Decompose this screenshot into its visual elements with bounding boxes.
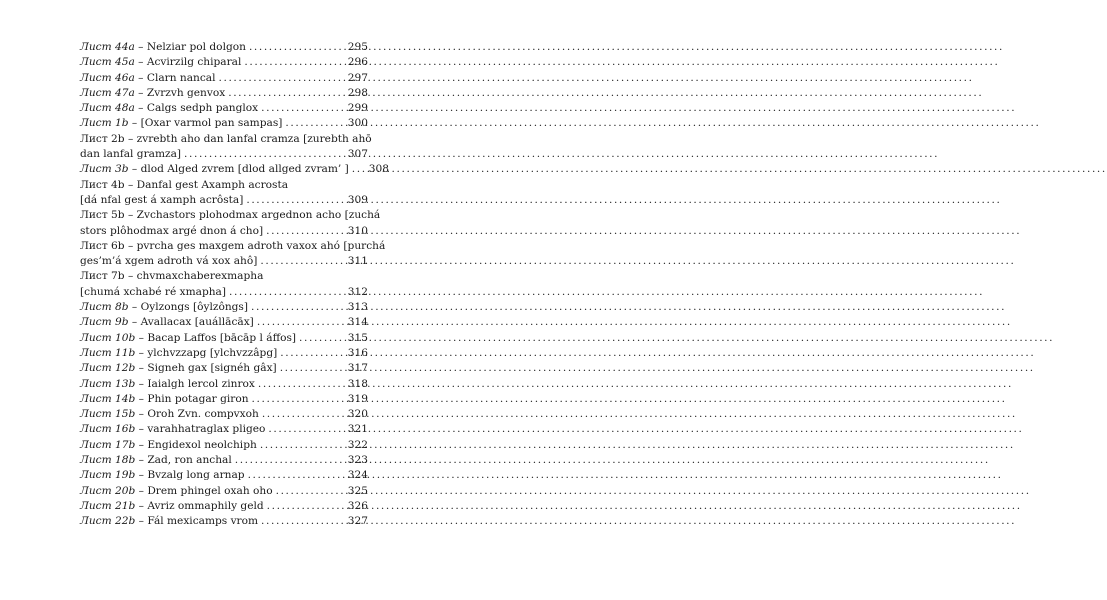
page-number: 327 bbox=[347, 515, 368, 528]
toc-entry-last-line bbox=[80, 331, 368, 346]
page-number: 326 bbox=[347, 499, 368, 512]
dot-leader bbox=[280, 361, 345, 376]
dot-leader bbox=[267, 499, 345, 514]
toc-entry bbox=[80, 239, 386, 270]
toc-entry-last-line bbox=[80, 116, 368, 131]
toc-entry-title: Лист 47а – Zvrzvh genvox bbox=[80, 86, 226, 99]
toc-entry-title-line: Лист 6b – pvrcha ges maxgem adroth vaxox ahó [purchá bbox=[80, 239, 386, 252]
toc-entry bbox=[80, 438, 368, 453]
toc-entry-title-line: Лист 7b – chvmaxchaberexmapha bbox=[80, 270, 264, 283]
sheet-label: Лист 5b bbox=[80, 209, 125, 222]
sheet-label: Лист 14b bbox=[80, 392, 136, 405]
page-number: 318 bbox=[347, 377, 368, 390]
page-number: 295 bbox=[347, 41, 368, 53]
toc-entry bbox=[80, 407, 368, 422]
toc-entry-last-line bbox=[80, 147, 368, 162]
toc-entry-last-line bbox=[80, 346, 368, 361]
dot-leader bbox=[268, 422, 344, 437]
toc-entry-title: Лист 13b – Iaialgh lercol zinrox bbox=[80, 377, 255, 390]
toc-entry-title: Лист 44а – Nelziar pol dolgon bbox=[80, 41, 246, 53]
toc-entry-title: Лист 16b – varahhatraglax pligeo bbox=[80, 423, 266, 436]
toc-entry-last-line bbox=[80, 377, 368, 392]
toc-entry-title: stors plôhodmax argé dnon á cho] bbox=[80, 224, 264, 237]
page-number: 312 bbox=[347, 285, 368, 298]
table-of-contents bbox=[80, 40, 390, 530]
toc-entry bbox=[80, 269, 368, 300]
page-number: 324 bbox=[347, 469, 368, 482]
toc-entry bbox=[80, 499, 368, 514]
sheet-label: Лист 16b bbox=[80, 423, 136, 436]
dot-leader bbox=[299, 331, 345, 346]
sheet-label: Лист 8b bbox=[80, 301, 129, 314]
sheet-label: Лист 3b bbox=[80, 163, 129, 176]
toc-entry bbox=[80, 55, 368, 70]
dot-leader bbox=[251, 300, 345, 315]
page-number: 298 bbox=[347, 86, 368, 99]
toc-entry-last-line bbox=[80, 468, 368, 483]
page-number: 314 bbox=[347, 316, 368, 329]
toc-entry bbox=[80, 178, 368, 209]
sheet-label: Лист 19b bbox=[80, 469, 136, 482]
toc-entry-title: Лист 48а – Calgs sedph panglox bbox=[80, 102, 259, 115]
toc-entry-last-line bbox=[80, 392, 368, 407]
toc-entry-title-line: Лист 4b – Danfal gest Axamph acrosta bbox=[80, 178, 289, 191]
toc-entry-last-line bbox=[80, 193, 368, 208]
sheet-label: Лист 1b bbox=[80, 117, 129, 130]
toc-entry-last-line bbox=[80, 407, 368, 422]
sheet-label: Лист 10b bbox=[80, 331, 136, 344]
toc-entry-title: Лист 22b – Fál mexicamps vrom bbox=[80, 515, 259, 528]
toc-entry-title: Лист 15b – Oroh Zvn. compvxoh bbox=[80, 408, 259, 421]
toc-entry-last-line bbox=[80, 86, 368, 101]
page-number: 310 bbox=[347, 224, 368, 237]
sheet-label: Лист 46а bbox=[80, 71, 135, 84]
toc-entry bbox=[80, 116, 368, 131]
toc-entry bbox=[80, 86, 368, 101]
dot-leader bbox=[260, 254, 344, 269]
toc-entry-title: Лист 8b – Oylzongs [ôylzôngs] bbox=[80, 301, 249, 314]
dot-leader bbox=[257, 315, 345, 330]
dot-leader bbox=[285, 116, 344, 131]
toc-entry-last-line bbox=[80, 285, 368, 300]
toc-entry-title: Лист 10b – Bacap Laffos [bācāp l áffos] bbox=[80, 331, 297, 344]
sheet-label: Лист 22b bbox=[80, 515, 136, 528]
sheet-label: Лист 13b bbox=[80, 377, 136, 390]
toc-entry-last-line bbox=[80, 55, 368, 70]
page-number: 300 bbox=[347, 117, 368, 130]
dot-leader bbox=[249, 40, 345, 55]
toc-entry-last-line bbox=[80, 71, 368, 86]
page-number: 307 bbox=[347, 148, 368, 161]
toc-entry-last-line bbox=[80, 315, 368, 330]
toc-entry-title: [dá nfal gest á xamph acrôsta] bbox=[80, 193, 244, 206]
toc-entry bbox=[80, 132, 372, 163]
sheet-label: Лист 4b bbox=[80, 178, 125, 191]
dot-leader bbox=[244, 55, 344, 70]
toc-entry bbox=[80, 392, 368, 407]
toc-entry bbox=[80, 346, 368, 361]
toc-entry-title: dan lanfal gramza] bbox=[80, 148, 182, 161]
sheet-label: Лист 44а bbox=[80, 41, 135, 53]
sheet-label: Лист 45а bbox=[80, 56, 135, 69]
toc-entry bbox=[80, 484, 368, 499]
sheet-label: Лист 6b bbox=[80, 239, 125, 252]
toc-entry-title: Лист 3b – dlod Alged zvrem [dlod allged zvram’ ] bbox=[80, 163, 349, 176]
dot-leader bbox=[280, 346, 345, 361]
toc-entry-title: Лист 19b – Bvzalg long arnap bbox=[80, 469, 245, 482]
toc-entry-title: Лист 18b – Zad, ron anchal bbox=[80, 454, 232, 467]
toc-entry-last-line bbox=[80, 422, 368, 437]
toc-entry-last-line bbox=[80, 101, 368, 116]
toc-entry-last-line bbox=[80, 514, 368, 529]
toc-entry-last-line bbox=[80, 162, 390, 177]
dot-leader bbox=[228, 86, 345, 101]
toc-entry bbox=[80, 514, 368, 529]
sheet-label: Лист 17b bbox=[80, 438, 136, 451]
sheet-label: Лист 15b bbox=[80, 408, 136, 421]
dot-leader bbox=[261, 101, 345, 116]
dot-leader bbox=[246, 193, 344, 208]
dot-leader bbox=[262, 407, 345, 422]
page-number: 319 bbox=[347, 392, 368, 405]
page-number: 320 bbox=[347, 408, 368, 421]
toc-entry bbox=[80, 71, 368, 86]
toc-entry-title: ges’m’á xgem adroth vá xox ahô] bbox=[80, 255, 258, 268]
toc-entry-title: Лист 46а – Clarn nancal bbox=[80, 71, 216, 84]
sheet-label: Лист 7b bbox=[80, 270, 125, 283]
toc-entry-last-line bbox=[80, 438, 368, 453]
toc-entry-last-line bbox=[80, 224, 368, 239]
toc-entry-title-line: Лист 2b – zvrebth aho dan lanfal cramza [zurebth ahō bbox=[80, 132, 372, 145]
toc-entry-title: Лист 1b – [Oxar varmol pan sampas] bbox=[80, 117, 283, 130]
toc-entry-title-line: Лист 5b – Zvchastors plohodmax argednon acho [zuchá bbox=[80, 209, 381, 222]
toc-entry-title: [chumá xchabé ré xmapha] bbox=[80, 285, 226, 298]
page-number: 308 bbox=[368, 163, 390, 176]
dot-leader bbox=[276, 484, 345, 499]
document-page bbox=[0, 0, 422, 600]
sheet-label: Лист 47а bbox=[80, 86, 135, 99]
toc-entry-last-line bbox=[80, 40, 368, 55]
sheet-label: Лист 20b bbox=[80, 484, 136, 497]
toc-entry bbox=[80, 300, 368, 315]
dot-leader bbox=[252, 392, 345, 407]
toc-entry bbox=[80, 331, 368, 346]
toc-entry-last-line bbox=[80, 453, 368, 468]
toc-entry bbox=[80, 468, 368, 483]
page-number: 316 bbox=[347, 346, 368, 359]
toc-entry bbox=[80, 162, 390, 177]
dot-leader bbox=[184, 147, 345, 162]
toc-entry-title: Лист 12b – Signeh gax [signéh gâx] bbox=[80, 362, 277, 375]
page-number: 297 bbox=[347, 71, 368, 84]
dot-leader bbox=[260, 438, 345, 453]
page-number: 299 bbox=[347, 102, 368, 115]
toc-entry-last-line bbox=[80, 254, 368, 269]
toc-entry bbox=[80, 208, 381, 239]
page-number: 313 bbox=[347, 301, 368, 314]
toc-entry bbox=[80, 377, 368, 392]
sheet-label: Лист 9b bbox=[80, 316, 129, 329]
toc-entry-last-line bbox=[80, 484, 368, 499]
dot-leader bbox=[248, 468, 345, 483]
toc-entry bbox=[80, 453, 368, 468]
dot-leader bbox=[258, 377, 345, 392]
dot-leader bbox=[229, 285, 345, 300]
page-number: 325 bbox=[347, 484, 368, 497]
sheet-label: Лист 11b bbox=[80, 346, 136, 359]
dot-leader bbox=[261, 514, 345, 529]
sheet-label: Лист 18b bbox=[80, 454, 136, 467]
toc-entry-title: Лист 14b – Phin potagar giron bbox=[80, 392, 249, 405]
page-number: 315 bbox=[347, 331, 368, 344]
toc-entry bbox=[80, 101, 368, 116]
sheet-label: Лист 48а bbox=[80, 102, 135, 115]
page-number: 317 bbox=[347, 362, 368, 375]
sheet-label: Лист 21b bbox=[80, 499, 136, 512]
toc-entry bbox=[80, 315, 368, 330]
toc-entry-title: Лист 11b – ylchvzzapg [ylchvzzâpg] bbox=[80, 346, 278, 359]
page-number: 309 bbox=[347, 193, 368, 206]
toc-entry-last-line bbox=[80, 361, 368, 376]
dot-leader bbox=[235, 453, 345, 468]
dot-leader bbox=[266, 224, 345, 239]
toc-entry-title: Лист 45а – Acvirzilg chiparal bbox=[80, 56, 242, 69]
page-number: 322 bbox=[347, 438, 368, 451]
toc-entry-last-line bbox=[80, 300, 368, 315]
page-number: 296 bbox=[347, 56, 368, 69]
dot-leader bbox=[352, 162, 366, 177]
toc-entry bbox=[80, 40, 368, 55]
toc-entry-last-line bbox=[80, 499, 368, 514]
toc-entry-title: Лист 9b – Avallacax [auállācāx] bbox=[80, 316, 254, 329]
toc-entry-title: Лист 21b – Avriz ommaphily geld bbox=[80, 499, 264, 512]
page-number: 311 bbox=[347, 255, 368, 268]
toc-entry-title: Лист 20b – Drem phingel oxah oho bbox=[80, 484, 273, 497]
sheet-label: Лист 12b bbox=[80, 362, 136, 375]
page-number: 321 bbox=[347, 423, 368, 436]
dot-leader bbox=[219, 71, 345, 86]
sheet-label: Лист 2b bbox=[80, 132, 125, 145]
toc-entry-title: Лист 17b – Engidexol neolchiph bbox=[80, 438, 257, 451]
toc-entry bbox=[80, 422, 368, 437]
toc-entry bbox=[80, 361, 368, 376]
page-number: 323 bbox=[347, 454, 368, 467]
